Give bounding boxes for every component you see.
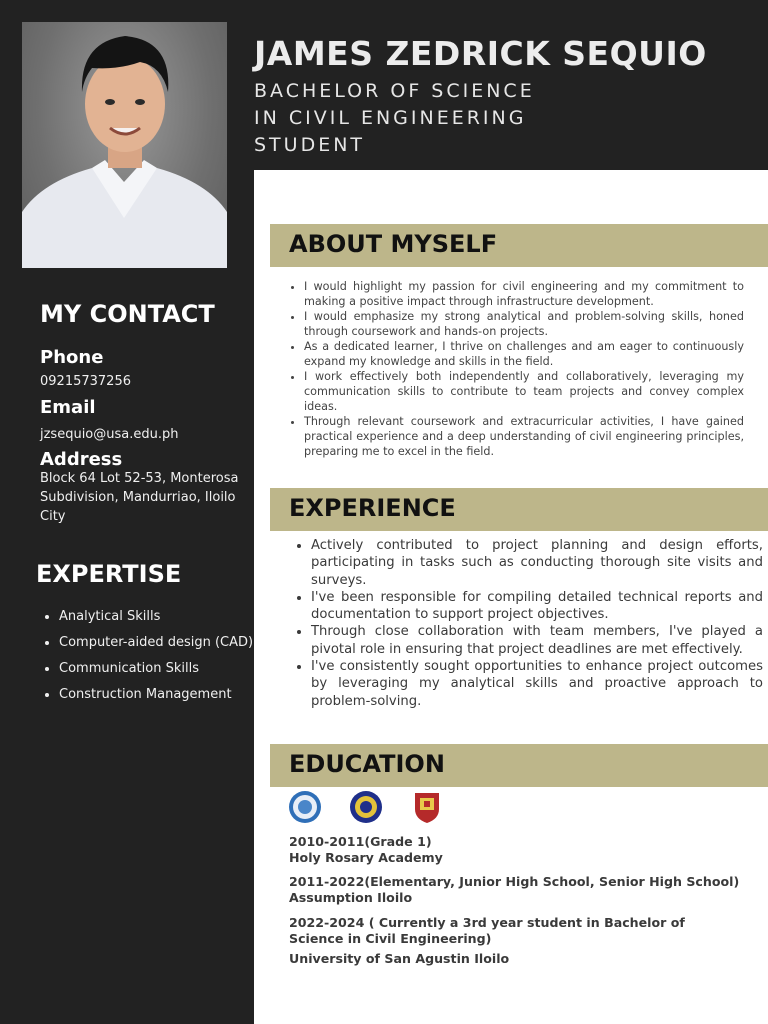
about-item: • As a dedicated learner, I thrive on challenges and am eager to continuously expand my knowledge and skills in the field. bbox=[304, 339, 744, 369]
about-item: • Through relevant coursework and extracurricular activities, I have gained practical experience and a deep understanding of civil engineering principles, preparing me to excel in the field. bbox=[304, 414, 744, 459]
address-value: Block 64 Lot 52-53, Monterosa Subdivision, Mandurriao, Iloilo City bbox=[40, 471, 239, 524]
education-entry bbox=[289, 915, 729, 967]
education-period: 2022-2024 ( Currently a 3rd year student in Bachelor of bbox=[289, 915, 685, 930]
about-item: • I would highlight my passion for civil engineering and my commitment to making a positive impact through infrastructure development. bbox=[304, 279, 744, 309]
education-entry bbox=[289, 874, 740, 906]
about-item: • I work effectively both independently and collaboratively, leveraging my communication skills to contribute to team projects and convey complex ideas. bbox=[304, 369, 744, 414]
address-label: Address bbox=[40, 449, 123, 470]
candidate-role bbox=[254, 78, 674, 159]
role-line: BACHELOR OF SCIENCE bbox=[254, 80, 535, 102]
experience-item: • I've consistently sought opportunities to enhance project outcomes by leveraging my analytical skills and proactive approach to problem-solving. bbox=[311, 658, 763, 710]
education-period: 2010-2011(Grade 1) bbox=[289, 834, 432, 849]
usa-logo bbox=[410, 790, 444, 824]
education-entry bbox=[289, 834, 729, 866]
expertise-item: • Communication Skills bbox=[59, 656, 259, 682]
about-heading: ABOUT MYSELF bbox=[289, 230, 498, 258]
phone-label: Phone bbox=[40, 347, 104, 368]
experience-item: • I've been responsible for compiling detailed technical reports and documentation to support project objectives. bbox=[311, 589, 763, 624]
expertise-item: • Computer-aided design (CAD) bbox=[59, 630, 259, 656]
about-band bbox=[270, 224, 768, 267]
role-line: IN CIVIL ENGINEERING bbox=[254, 107, 527, 129]
education-period: Science in Civil Engineering) bbox=[289, 931, 492, 946]
experience-band bbox=[270, 488, 768, 531]
education-school: Assumption Iloilo bbox=[289, 890, 413, 905]
email-value: jzsequio@usa.edu.ph bbox=[40, 427, 179, 442]
expertise-list bbox=[40, 604, 259, 708]
experience-item: • Actively contributed to project planning and design efforts, participating in tasks such as conducting thorough site visits and surveys. bbox=[311, 537, 763, 589]
about-item: • I would emphasize my strong analytical and problem-solving skills, honed through coursework and hands-on projects. bbox=[304, 309, 744, 339]
profile-photo bbox=[22, 22, 227, 268]
experience-list bbox=[292, 537, 763, 710]
candidate-name: JAMES ZEDRICK SEQUIO bbox=[254, 34, 707, 73]
experience-item: • Through close collaboration with team members, I've played a pivotal role in ensuring that project deadlines are met effectively. bbox=[311, 623, 763, 658]
expertise-item: • Construction Management bbox=[59, 682, 259, 708]
expertise-heading: EXPERTISE bbox=[36, 560, 182, 588]
holy-rosary-logo bbox=[288, 790, 322, 824]
assumption-logo bbox=[349, 790, 383, 824]
expertise-item: • Analytical Skills bbox=[59, 604, 259, 630]
education-band bbox=[270, 744, 768, 787]
phone-value: 09215737256 bbox=[40, 374, 131, 389]
education-period: 2011-2022(Elementary, Junior High School, Senior High School) bbox=[289, 874, 740, 889]
education-heading: EDUCATION bbox=[289, 750, 445, 778]
experience-heading: EXPERIENCE bbox=[289, 494, 456, 522]
email-label: Email bbox=[40, 397, 96, 418]
about-list bbox=[286, 279, 744, 459]
education-school: University of San Agustin Iloilo bbox=[289, 951, 510, 966]
education-school: Holy Rosary Academy bbox=[289, 850, 443, 865]
role-line: STUDENT bbox=[254, 134, 366, 156]
contact-heading: MY CONTACT bbox=[40, 300, 215, 328]
